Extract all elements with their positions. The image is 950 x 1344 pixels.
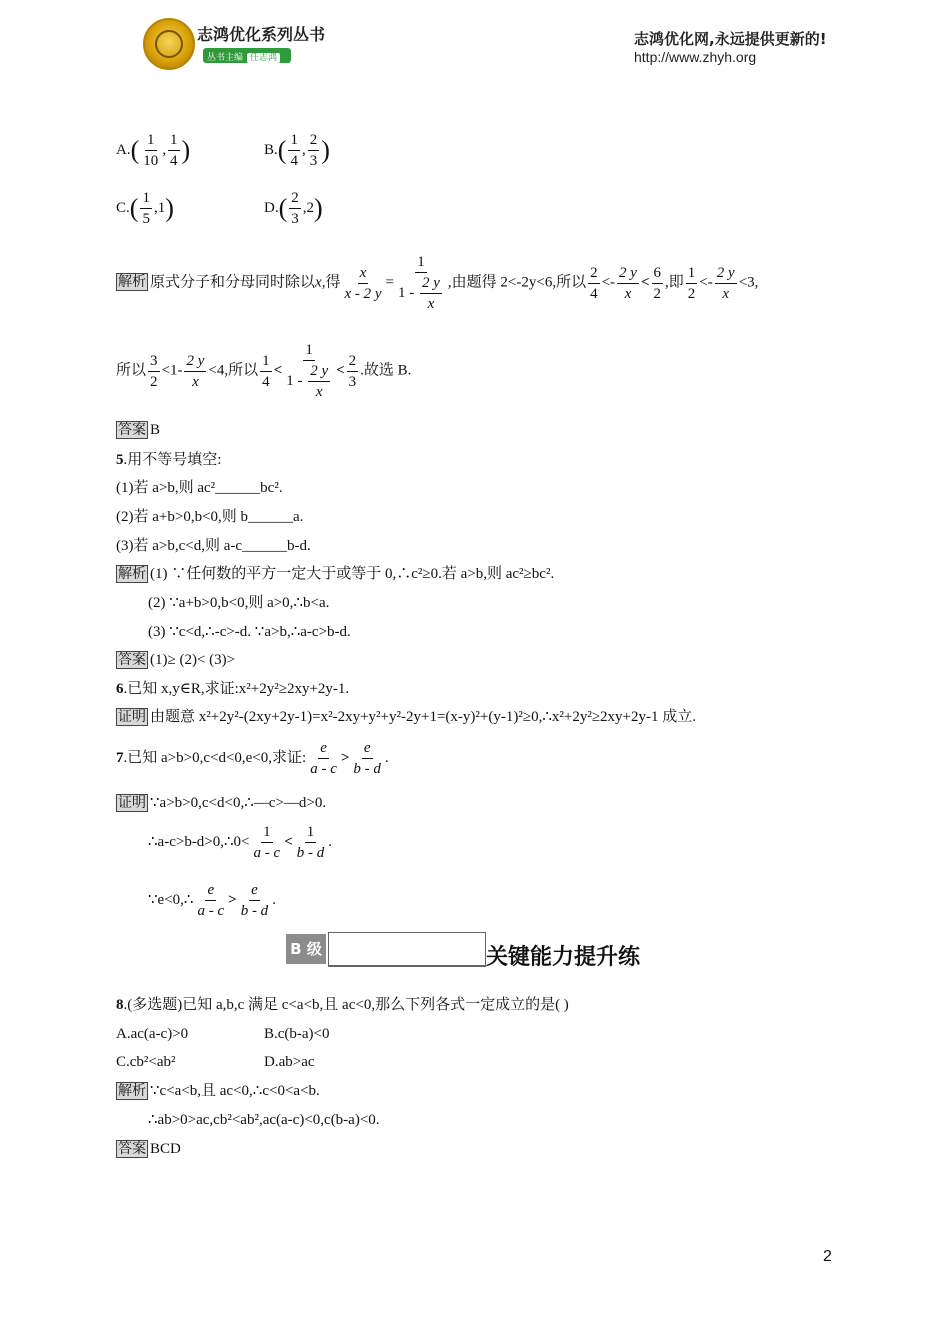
q4-analysis-line1: 解析 原式分子和分母同时除以x,得 $\frac{x}{x - 2 y}$ = 1 1 - $\frac{2 y}{x}$ ,由题得 2<-2y<6,所以 $\frac{2}{4}$ <- $\frac{2 y}{x}$ < $\frac{6}{2}$ ,即 $\frac{1}{2}$ <- $\frac{2 y}{x}$ <3,	[118, 254, 759, 312]
q5-part1: (1)若 a>b,则 ac²______bc².	[116, 480, 283, 496]
q5-analysis-2: (2) ∵a+b>0,b<0,则 a>0,∴b<a.	[148, 595, 330, 611]
q7-proof-3: ∵e<0,∴ $\frac{e}{a - c}$ > $\frac{e}{b - d}$ .	[148, 882, 276, 919]
editor-badge: 丛书主编 任志鸿	[203, 48, 291, 63]
proof-tag: 证明	[118, 709, 146, 725]
section-underline	[328, 932, 486, 967]
q8-analysis-2: ∴ab>0>ac,cb²<ab²,ac(a-c)<0,c(b-a)<0.	[148, 1112, 380, 1128]
header-url[interactable]: http://www.zhyh.org	[634, 49, 757, 65]
q5-part3: (3)若 a>b,c<d,则 a-c______b-d.	[116, 538, 311, 554]
q5-part2: (2)若 a+b>0,b<0,则 b______a.	[116, 509, 304, 525]
option-d: D.( $\frac{2}{3}$ ,2)	[264, 190, 323, 227]
q5-analysis-3: (3) ∵c<d,∴-c>-d. ∵a>b,∴a-c>b-d.	[148, 624, 351, 640]
page-number: 2	[823, 1248, 832, 1265]
q7-proof-1: 证明 ∵a>b>0,c<d<0,∴—c>—d>0.	[118, 795, 327, 811]
answer-tag: 答案	[118, 422, 146, 438]
q8-option-d: D.ab>ac	[264, 1054, 315, 1070]
q7-stem: 7.已知 a>b>0,c<d<0,e<0,求证: $\frac{e}{a - c}$ > $\frac{e}{b - d}$ .	[116, 740, 389, 777]
q5-answer: 答案 (1)≥ (2)< (3)>	[118, 652, 236, 668]
q8-option-c: C.cb²<ab²	[116, 1054, 176, 1070]
q8-option-a: A.ac(a-c)>0	[116, 1026, 189, 1042]
section-title: 关键能力提升练	[486, 945, 641, 970]
q8-answer: 答案 BCD	[118, 1141, 181, 1157]
q7-proof-2: ∴a-c>b-d>0,∴0< $\frac{1}{a - c}$ < $\frac{1}{b - d}$ .	[148, 824, 332, 861]
header-slogan: 志鸿优化网,永远提供更新的!	[634, 30, 827, 48]
q8-analysis-1: 解析 ∵c<a<b,且 ac<0,∴c<0<a<b.	[118, 1083, 320, 1099]
q8-option-b: B.c(b-a)<0	[264, 1026, 330, 1042]
q8-stem: 8.(多选题)已知 a,b,c 满足 c<a<b,且 ac<0,那么下列各式一定成立的是( )	[116, 997, 569, 1013]
series-title: 志鸿优化系列丛书	[197, 25, 326, 44]
analysis-tag: 解析	[118, 274, 146, 291]
q5-stem: 5.用不等号填空:	[116, 452, 222, 468]
q6-proof: 证明 由题意 x²+2y²-(2xy+2y-1)=x²-2xy+y²+y²-2y+1=(x-y)²+(y-1)²≥0,∴x²+2y²≥2xy+2y-1 成立.	[118, 709, 697, 725]
option-b: B.( $\frac{1}{4}$ , $\frac{2}{3}$ )	[264, 132, 330, 169]
q4-answer: 答案 B	[118, 422, 161, 438]
option-a: A.( $\frac{1}{10}$ , $\frac{1}{4}$ )	[116, 132, 191, 169]
series-logo-emblem	[143, 18, 195, 70]
q6-stem: 6.已知 x,y∈R,求证:x²+2y²≥2xy+2y-1.	[116, 681, 350, 697]
q5-analysis-1: 解析 (1) ∵任何数的平方一定大于或等于 0,∴c²≥0.若 a>b,则 ac²≥bc².	[118, 566, 555, 582]
option-c: C.( $\frac{1}{5}$ ,1)	[116, 190, 174, 227]
section-level-badge: B 级	[286, 934, 326, 964]
q4-analysis-line2: 所以 $\frac{3}{2}$ <1- $\frac{2 y}{x}$ <4,所以 $\frac{1}{4}$ < 1 1 - $\frac{2 y}{x}$ < $\frac{2}{3}$ .故选 B.	[116, 342, 412, 400]
